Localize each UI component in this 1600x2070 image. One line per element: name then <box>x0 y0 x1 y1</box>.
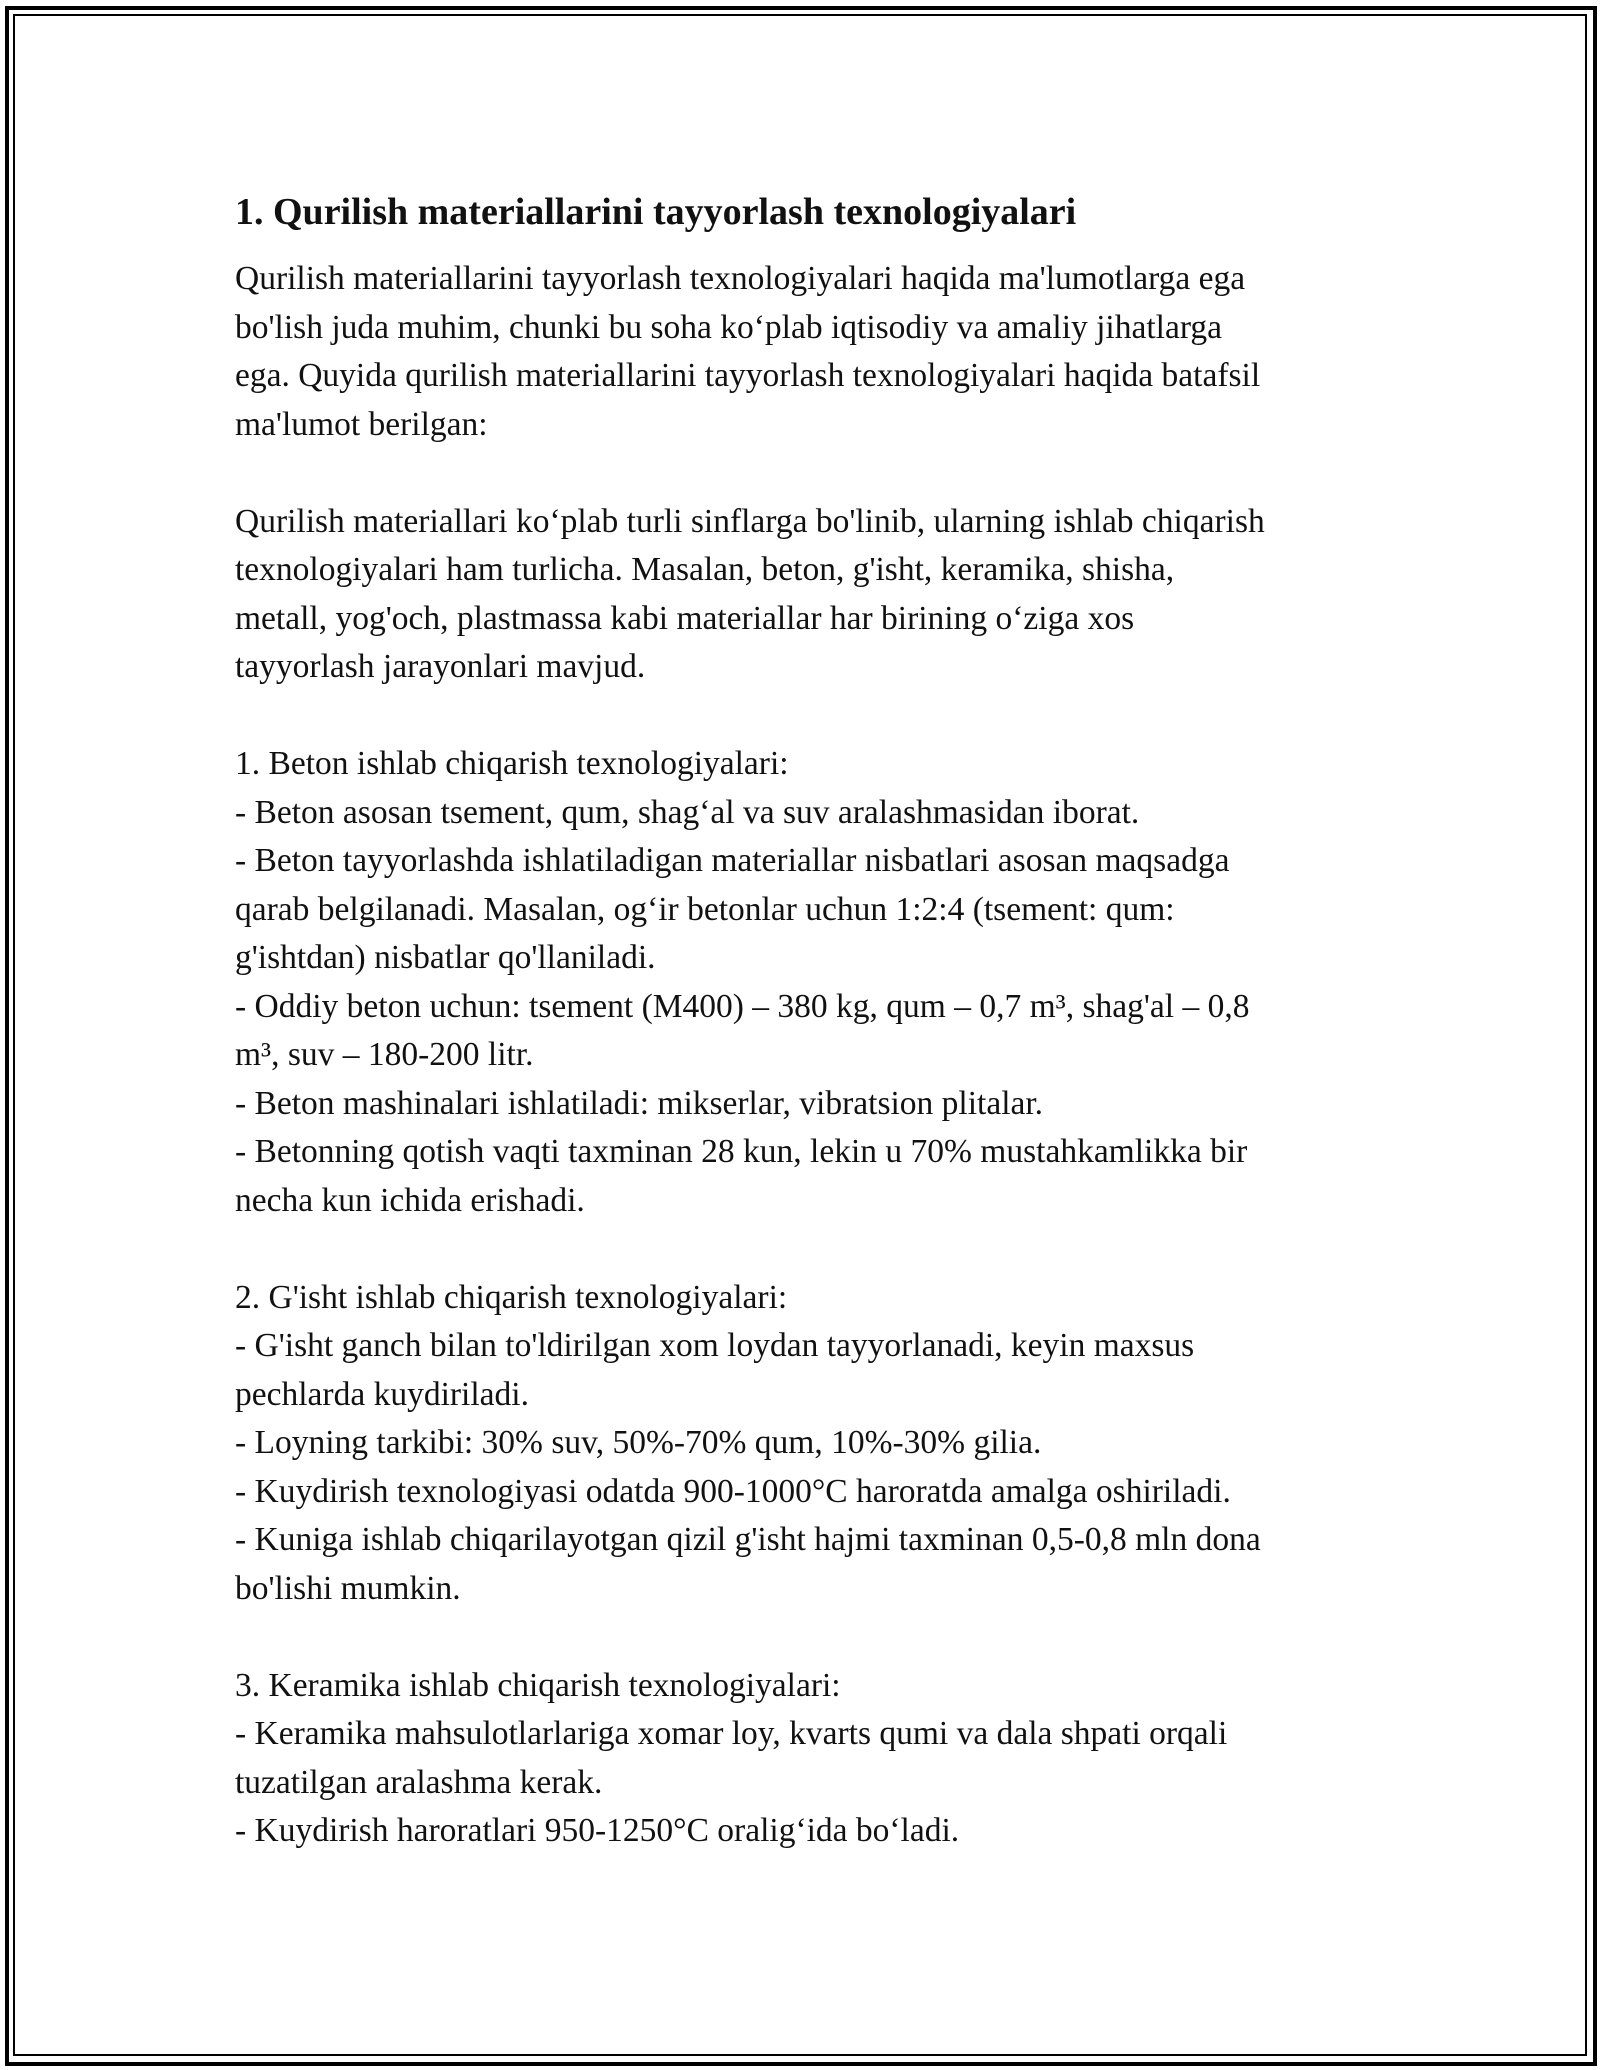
list-item: - G'isht ganch bilan to'ldirilgan xom loydan tayyorlanadi, keyin maxsus <box>235 1327 1195 1364</box>
list-item: - Kuniga ishlab chiqarilayotgan qizil g'isht hajmi taxminan 0,5-0,8 mln dona <box>235 1521 1261 1558</box>
list-item-continuation: necha kun ichida erishadi. <box>235 1181 585 1219</box>
list-item: - Keramika mahsulotlarlariga xomar loy, kvarts qumi va dala shpati orqali <box>235 1715 1228 1752</box>
section-keramika <box>235 1662 1385 1856</box>
text-line: ma'lumot berilgan: <box>235 405 488 443</box>
paragraph-materials-overview <box>235 498 1385 692</box>
section-heading: 2. G'isht ishlab chiqarish texnologiyalari: <box>235 1278 788 1316</box>
list-item: - Kuydirish texnologiyasi odatda 900-1000°C haroratda amalga oshiriladi. <box>235 1472 1231 1510</box>
list-item-continuation: pechlarda kuydiriladi. <box>235 1375 529 1413</box>
list-item: - Betonning qotish vaqti taxminan 28 kun, lekin u 70% mustahkamlikka bir <box>235 1133 1248 1170</box>
list-item: - Oddiy beton uchun: tsement (M400) – 380 kg, qum – 0,7 m³, shag'al – 0,8 <box>235 987 1250 1025</box>
text-line: bo'lish juda muhim, chunki bu soha ko‘plab iqtisodiy va amaliy jihatlarga <box>235 308 1223 346</box>
text-line: tayyorlash jarayonlari mavjud. <box>235 648 646 685</box>
document-title: 1. Qurilish materiallarini tayyorlash texnologiyalari <box>235 191 1077 233</box>
list-item-continuation: g'ishtdan) nisbatlar qo'llaniladi. <box>235 939 656 976</box>
section-gisht <box>235 1274 1385 1614</box>
list-item-continuation: qarab belgilanadi. Masalan, og‘ir betonlar uchun 1:2:4 (tsement: qum: <box>235 890 1175 928</box>
list-item: - Loyning tarkibi: 30% suv, 50%-70% qum, 10%-30% gilia. <box>235 1424 1042 1461</box>
text-line: metall, yog'och, plastmassa kabi materiallar har birining o‘ziga xos <box>235 599 1135 637</box>
text-line: texnologiyalari ham turlicha. Masalan, beton, g'isht, keramika, shisha, <box>235 551 1175 588</box>
section-heading: 3. Keramika ishlab chiqarish texnologiyalari: <box>235 1666 841 1704</box>
text-line: Qurilish materiallari ko‘plab turli sinflarga bo'linib, ularning ishlab chiqarish <box>235 502 1265 540</box>
text-line: Qurilish materiallarini tayyorlash texnologiyalari haqida ma'lumotlarga ega <box>235 260 1246 297</box>
section-heading: 1. Beton ishlab chiqarish texnologiyalari: <box>235 745 789 782</box>
list-item-continuation: m³, suv – 180-200 litr. <box>235 1036 534 1073</box>
paragraph-intro <box>235 255 1385 449</box>
document-body <box>235 186 1385 1904</box>
list-item: - Kuydirish haroratlari 950-1250°C oralig‘ida bo‘ladi. <box>235 1812 960 1849</box>
list-item: - Beton mashinalari ishlatiladi: mikserlar, vibratsion plitalar. <box>235 1084 1044 1122</box>
list-item-continuation: tuzatilgan aralashma kerak. <box>235 1763 603 1801</box>
list-item-continuation: bo'lishi mumkin. <box>235 1569 461 1607</box>
list-item: - Beton asosan tsement, qum, shag‘al va suv aralashmasidan iborat. <box>235 793 1140 831</box>
section-beton <box>235 740 1385 1225</box>
list-item: - Beton tayyorlashda ishlatiladigan materiallar nisbatlari asosan maqsadga <box>235 842 1230 879</box>
text-line: ega. Quyida qurilish materiallarini tayyorlash texnologiyalari haqida batafsil <box>235 357 1261 394</box>
